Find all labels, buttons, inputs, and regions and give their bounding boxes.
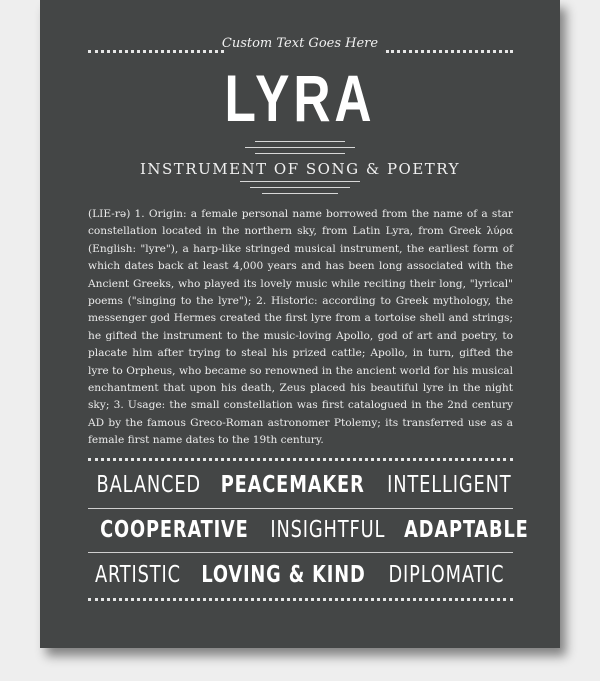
traits-separator-2 bbox=[88, 552, 513, 553]
trait: LOVING & KIND bbox=[201, 562, 366, 588]
traits-row-2 bbox=[88, 513, 530, 547]
title-rule-2 bbox=[245, 147, 355, 148]
trait: PEACEMAKER bbox=[221, 472, 366, 498]
title-rule-3 bbox=[255, 153, 345, 154]
trait: ARTISTIC bbox=[94, 562, 181, 588]
subtitle-rule-3 bbox=[262, 193, 338, 194]
trait: INSIGHTFUL bbox=[270, 517, 386, 543]
trait: INTELLIGENT bbox=[386, 472, 512, 498]
trait: COOPERATIVE bbox=[100, 517, 249, 543]
subtitle-rule-2 bbox=[250, 187, 350, 188]
trait: BALANCED bbox=[96, 472, 201, 498]
traits-bottom-dotted-rule bbox=[88, 598, 513, 601]
trait: ADAPTABLE bbox=[404, 517, 530, 543]
name-definition: (LIE-rə) 1. Origin: a female personal name borrowed from the name of a star constellation located in the northern sky, from Latin Lyra, from Greek λύρα (English: "lyre"), a harp-like stringed musical instrument, the earliest form of which dates back at least 4,000 years and has been long associated with the Ancient Greeks, who played its lovely music while reciting their long, "lyrical" poems ("singing to the lyre"); 2. Historic: according to Greek mythology, the messenger god Hermes created the first lyre from a tortoise shell and strings; he gifted the instrument to the music-loving Apollo, god of art and poetry, to placate him after trying to steal his prized cattle; Apollo, in turn, gifted the lyre to Orpheus, who became so renowned in the ancient world for his musical enchantment that upon his death, Zeus placed his beautiful lyre in the night sky; 3. Usage: the small constellation was first catalogued in the 2nd century AD by the famous Greco-Roman astronomer Ptolemy; its transferred use as a female first name dates to the 19th century. bbox=[88, 208, 513, 447]
traits-row-3 bbox=[88, 558, 513, 592]
meaning-subtitle: INSTRUMENT OF SONG & POETRY bbox=[139, 160, 461, 178]
traits-separator-1 bbox=[88, 508, 513, 509]
custom-text: Custom Text Goes Here bbox=[221, 36, 379, 51]
name-title: LYRA bbox=[224, 61, 376, 135]
trait: DIPLOMATIC bbox=[388, 562, 505, 588]
subtitle-rule-1 bbox=[240, 181, 360, 182]
traits-top-dotted-rule bbox=[88, 458, 513, 461]
title-rule-1 bbox=[255, 141, 345, 142]
traits-row-1 bbox=[88, 468, 513, 502]
name-poster bbox=[40, 0, 560, 648]
